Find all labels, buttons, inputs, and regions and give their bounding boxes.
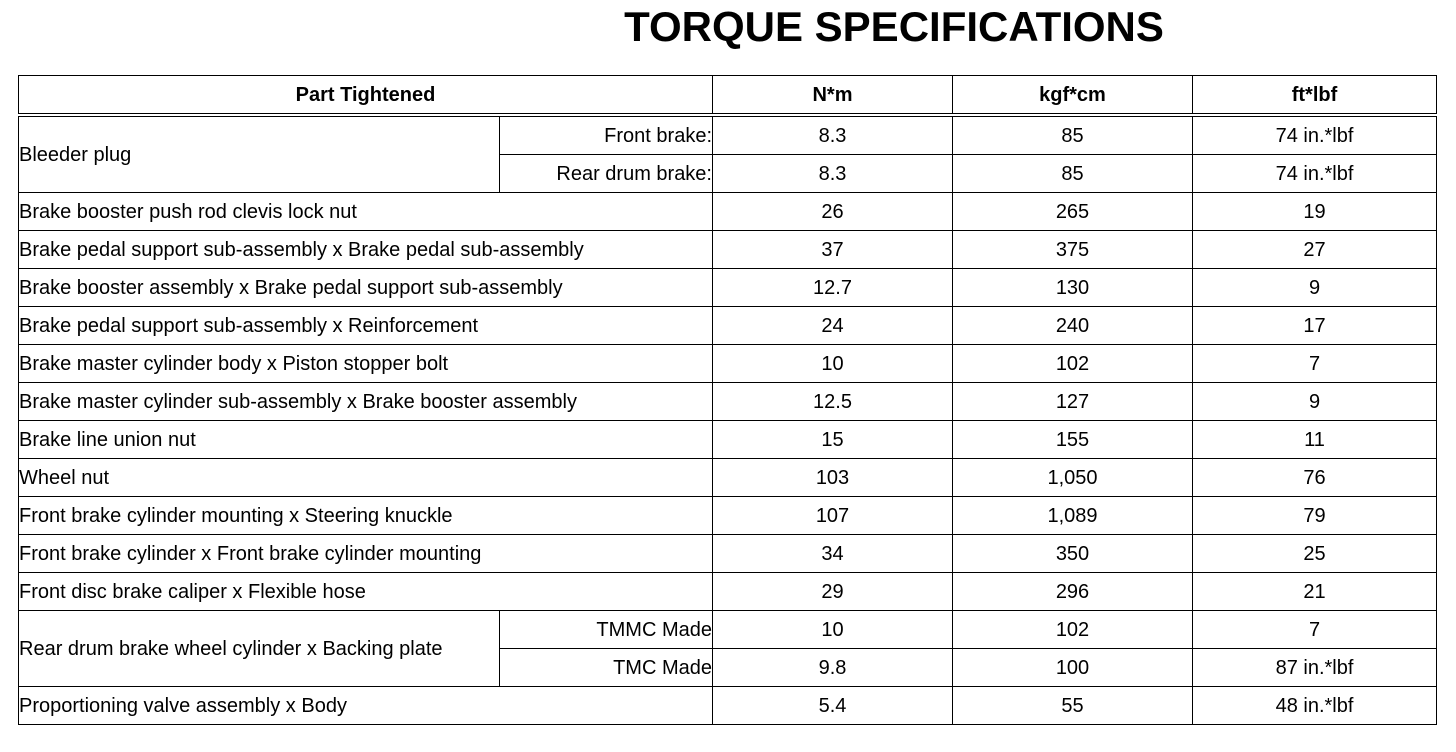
part-cell: Brake master cylinder sub-assembly x Brake booster assembly	[19, 383, 713, 421]
table-row	[19, 497, 1437, 535]
part-cell: Brake master cylinder body x Piston stopper bolt	[19, 345, 713, 383]
nm-cell: 12.5	[713, 383, 953, 421]
nm-cell: 29	[713, 573, 953, 611]
kgfcm-cell: 127	[953, 383, 1193, 421]
nm-cell: 24	[713, 307, 953, 345]
nm-cell: 15	[713, 421, 953, 459]
ftlbf-cell: 9	[1193, 383, 1437, 421]
ftlbf-cell: 7	[1193, 611, 1437, 649]
nm-cell: 37	[713, 231, 953, 269]
header-nm: N*m	[713, 76, 953, 116]
sub-part-cell: Rear drum brake:	[500, 155, 713, 193]
ftlbf-cell: 76	[1193, 459, 1437, 497]
ftlbf-cell: 48 in.*lbf	[1193, 687, 1437, 725]
table-row	[19, 231, 1437, 269]
table-row	[19, 115, 1437, 155]
kgfcm-cell: 375	[953, 231, 1193, 269]
sub-part-cell: Front brake:	[500, 115, 713, 155]
table-row	[19, 459, 1437, 497]
table-row	[19, 421, 1437, 459]
table-row	[19, 345, 1437, 383]
nm-cell: 107	[713, 497, 953, 535]
ftlbf-cell: 11	[1193, 421, 1437, 459]
part-cell: Brake pedal support sub-assembly x Reinforcement	[19, 307, 713, 345]
nm-cell: 10	[713, 345, 953, 383]
part-cell: Front brake cylinder x Front brake cylinder mounting	[19, 535, 713, 573]
nm-cell: 12.7	[713, 269, 953, 307]
part-cell: Bleeder plug	[19, 115, 500, 193]
part-cell: Rear drum brake wheel cylinder x Backing plate	[19, 611, 500, 687]
ftlbf-cell: 25	[1193, 535, 1437, 573]
kgfcm-cell: 130	[953, 269, 1193, 307]
part-cell: Proportioning valve assembly x Body	[19, 687, 713, 725]
nm-cell: 9.8	[713, 649, 953, 687]
part-cell: Brake booster push rod clevis lock nut	[19, 193, 713, 231]
kgfcm-cell: 102	[953, 345, 1193, 383]
header-part-tightened: Part Tightened	[19, 76, 713, 116]
ftlbf-cell: 27	[1193, 231, 1437, 269]
ftlbf-cell: 79	[1193, 497, 1437, 535]
part-cell: Brake line union nut	[19, 421, 713, 459]
ftlbf-cell: 9	[1193, 269, 1437, 307]
table-row	[19, 687, 1437, 725]
table-header-row	[19, 76, 1437, 116]
sub-part-cell: TMMC Made	[500, 611, 713, 649]
nm-cell: 10	[713, 611, 953, 649]
kgfcm-cell: 102	[953, 611, 1193, 649]
kgfcm-cell: 296	[953, 573, 1193, 611]
ftlbf-cell: 74 in.*lbf	[1193, 155, 1437, 193]
nm-cell: 34	[713, 535, 953, 573]
kgfcm-cell: 155	[953, 421, 1193, 459]
ftlbf-cell: 19	[1193, 193, 1437, 231]
kgfcm-cell: 100	[953, 649, 1193, 687]
ftlbf-cell: 21	[1193, 573, 1437, 611]
part-cell: Wheel nut	[19, 459, 713, 497]
kgfcm-cell: 240	[953, 307, 1193, 345]
kgfcm-cell: 85	[953, 155, 1193, 193]
ftlbf-cell: 7	[1193, 345, 1437, 383]
part-cell: Front brake cylinder mounting x Steering knuckle	[19, 497, 713, 535]
ftlbf-cell: 17	[1193, 307, 1437, 345]
table-row	[19, 269, 1437, 307]
sub-part-cell: TMC Made	[500, 649, 713, 687]
table-row	[19, 383, 1437, 421]
torque-spec-table	[18, 75, 1437, 725]
table-row	[19, 193, 1437, 231]
nm-cell: 103	[713, 459, 953, 497]
part-cell: Brake pedal support sub-assembly x Brake pedal sub-assembly	[19, 231, 713, 269]
ftlbf-cell: 74 in.*lbf	[1193, 115, 1437, 155]
kgfcm-cell: 350	[953, 535, 1193, 573]
table-row	[19, 535, 1437, 573]
table-row	[19, 611, 1437, 649]
part-cell: Front disc brake caliper x Flexible hose	[19, 573, 713, 611]
kgfcm-cell: 1,089	[953, 497, 1193, 535]
part-cell: Brake booster assembly x Brake pedal support sub-assembly	[19, 269, 713, 307]
nm-cell: 8.3	[713, 155, 953, 193]
kgfcm-cell: 85	[953, 115, 1193, 155]
header-ftlbf: ft*lbf	[1193, 76, 1437, 116]
header-kgfcm: kgf*cm	[953, 76, 1193, 116]
ftlbf-cell: 87 in.*lbf	[1193, 649, 1437, 687]
page-title: TORQUE SPECIFICATIONS	[624, 3, 1164, 50]
table-row	[19, 573, 1437, 611]
table-row	[19, 307, 1437, 345]
kgfcm-cell: 1,050	[953, 459, 1193, 497]
nm-cell: 26	[713, 193, 953, 231]
kgfcm-cell: 265	[953, 193, 1193, 231]
nm-cell: 5.4	[713, 687, 953, 725]
nm-cell: 8.3	[713, 115, 953, 155]
kgfcm-cell: 55	[953, 687, 1193, 725]
